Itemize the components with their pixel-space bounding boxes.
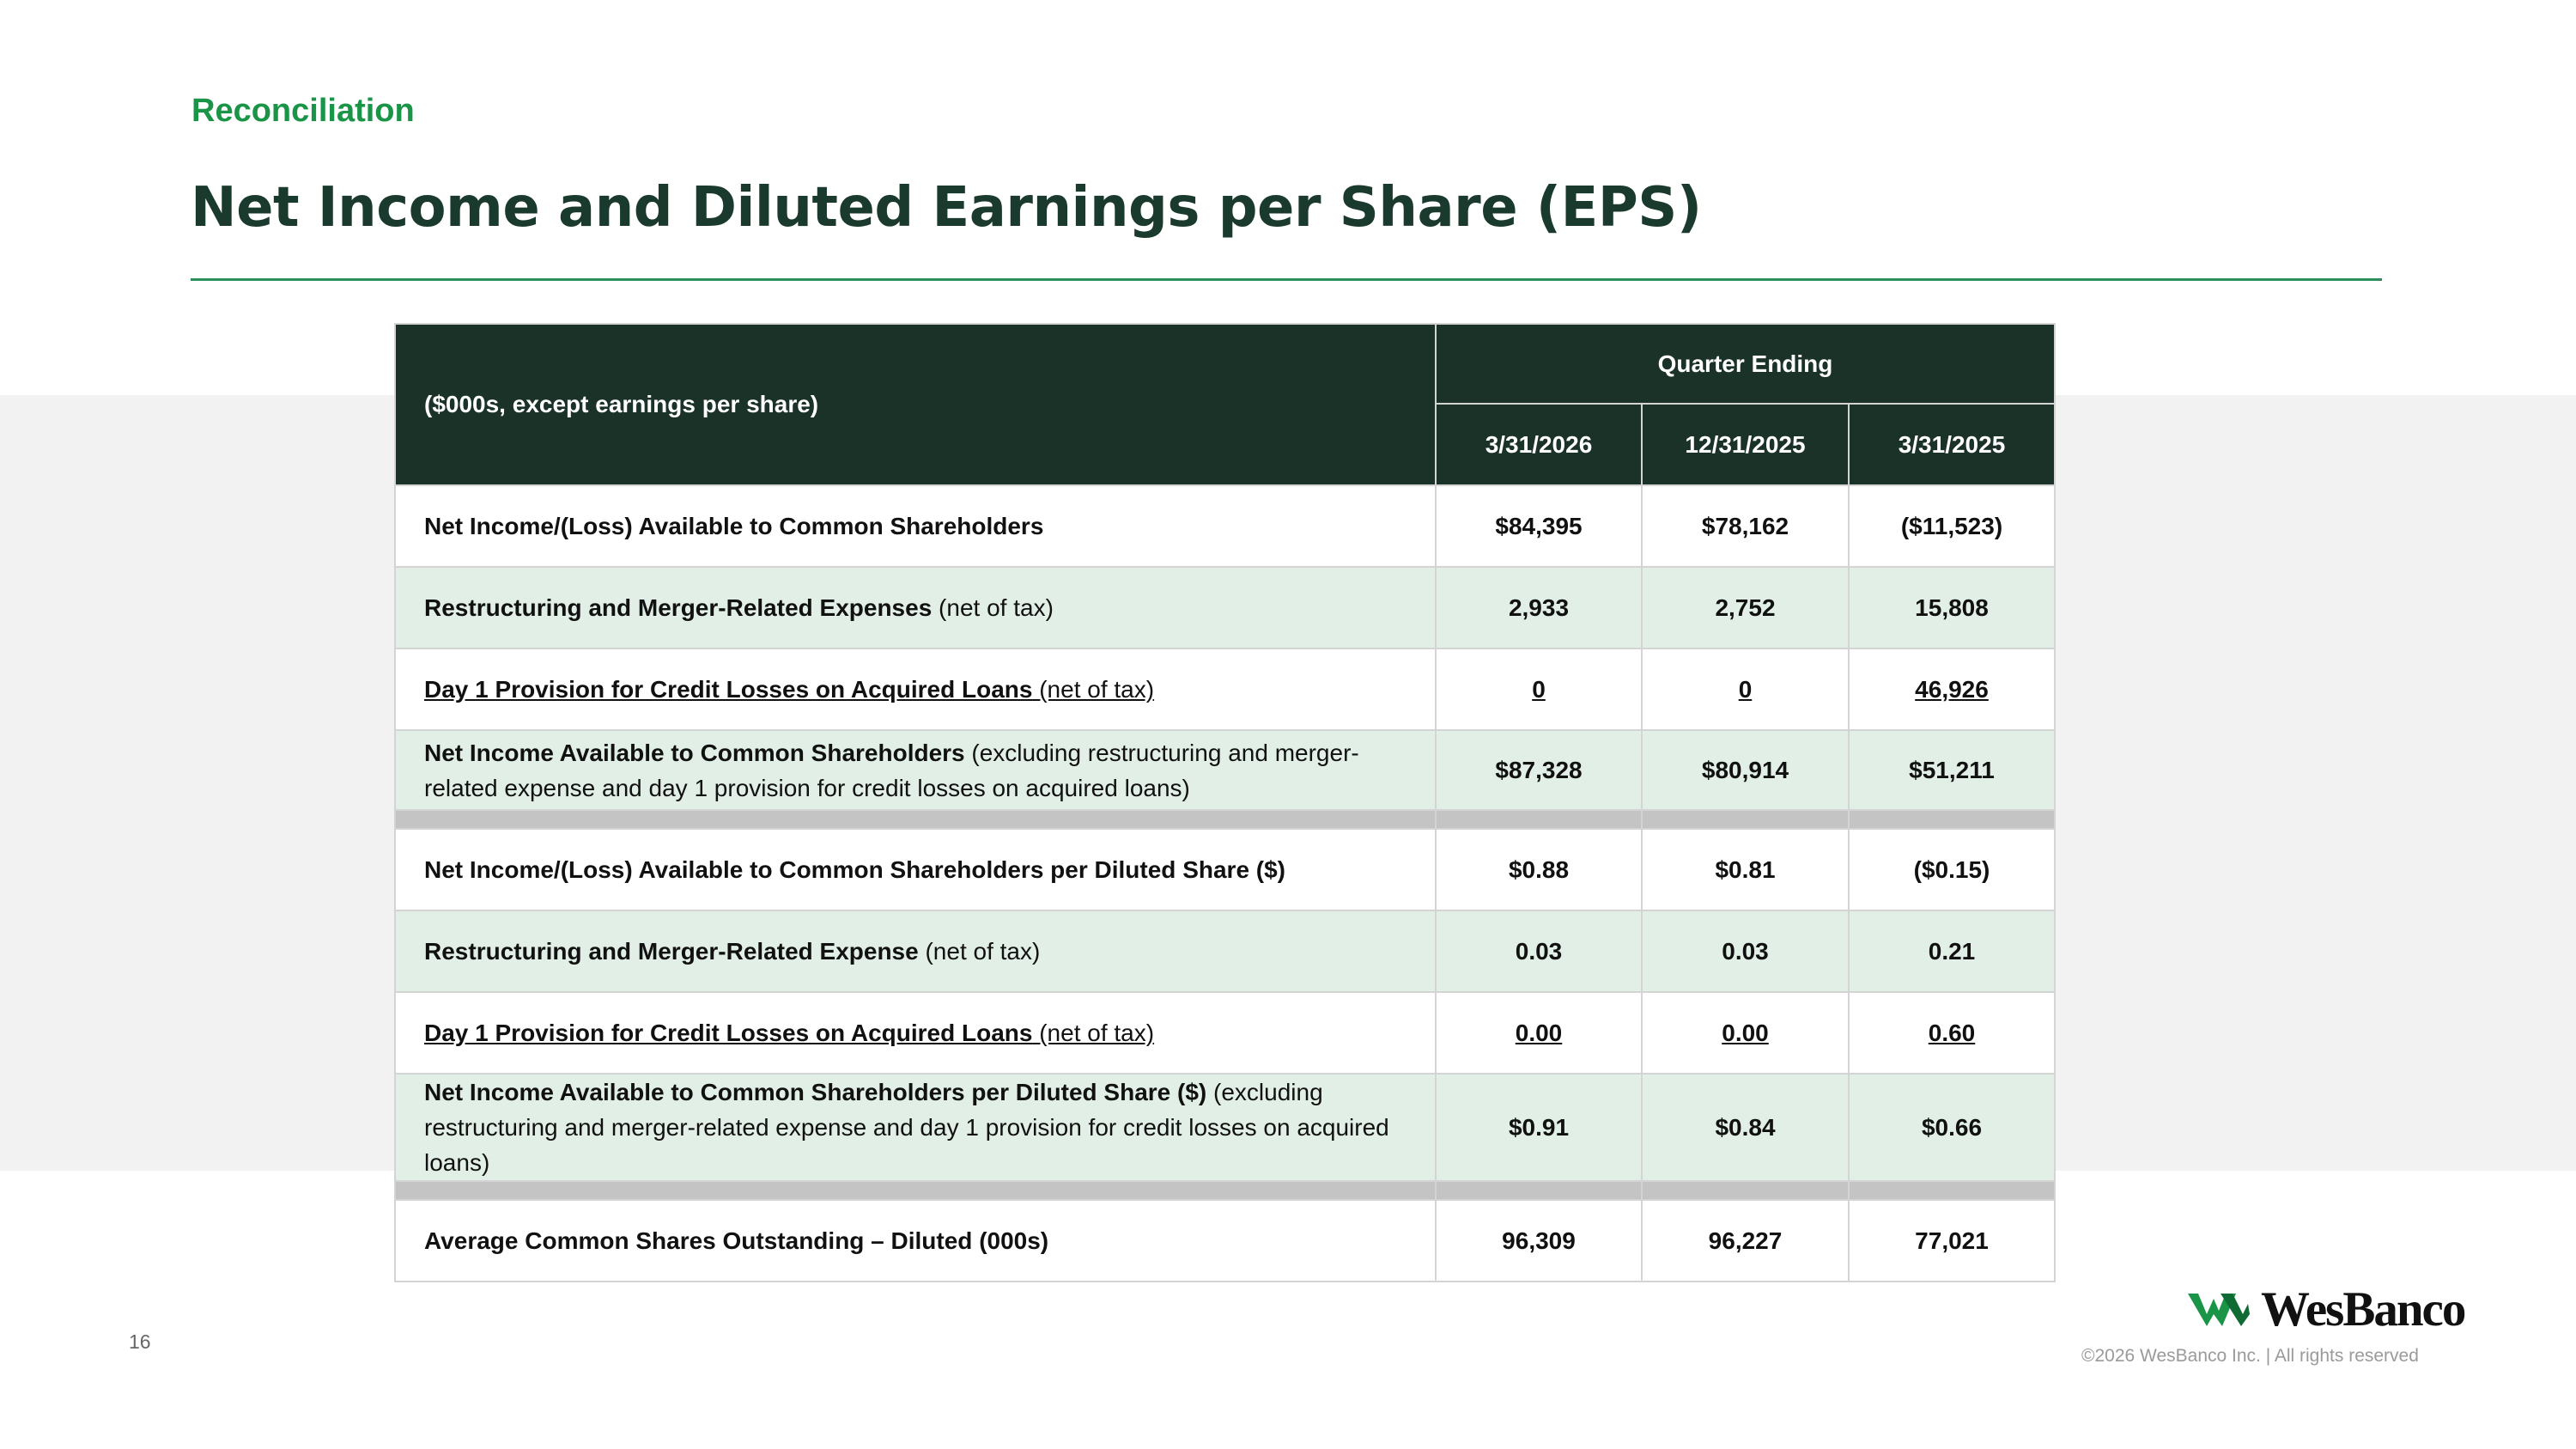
table-row xyxy=(395,485,2055,567)
cell-value: 15,808 xyxy=(1849,567,2055,648)
separator-row xyxy=(395,810,2055,829)
row-label-bold: Day 1 Provision for Credit Losses on Acquired Loans xyxy=(424,676,1033,703)
cell-value: 2,752 xyxy=(1642,567,1849,648)
reconciliation-table xyxy=(394,323,2056,1282)
table-row xyxy=(395,910,2055,992)
cell-value: 0.03 xyxy=(1642,910,1849,992)
row-label xyxy=(395,730,1436,810)
cell-value: 0.21 xyxy=(1849,910,2055,992)
cell-value: $0.66 xyxy=(1849,1074,2055,1181)
cell-value: 0.03 xyxy=(1436,910,1642,992)
row-label-underlined xyxy=(424,676,1154,703)
cell-value xyxy=(1849,992,2055,1074)
cell-value: 96,227 xyxy=(1642,1200,1849,1282)
cell-value: $78,162 xyxy=(1642,485,1849,567)
row-label-note: (net of tax) xyxy=(932,594,1054,621)
row-label-note: (excluding restructuring and merger-related expense and day 1 provision for credit losses on acquired loans) xyxy=(424,739,1359,801)
cell-value-text: 0.00 xyxy=(1515,1019,1563,1046)
cell-value xyxy=(1642,648,1849,730)
table-row xyxy=(395,567,2055,648)
row-label-bold: Restructuring and Merger-Related Expenses xyxy=(424,594,933,621)
cell-value: $0.88 xyxy=(1436,829,1642,910)
cell-value xyxy=(1849,648,2055,730)
cell-value-text: 0 xyxy=(1738,675,1753,703)
row-label xyxy=(395,648,1436,730)
row-label-note: (net of tax) xyxy=(1032,676,1155,703)
row-label xyxy=(395,1074,1436,1181)
row-label-bold: Average Common Shares Outstanding – Diluted (000s) xyxy=(424,1227,1049,1254)
row-label-note: (excluding restructuring and merger-related expense and day 1 provision for credit losses on acquired loans) xyxy=(424,1079,1389,1176)
row-label-note: (net of tax) xyxy=(1032,1020,1155,1046)
wesbanco-logo-mark-icon xyxy=(2188,1288,2250,1330)
cell-value: $0.81 xyxy=(1642,829,1849,910)
cell-value-text: 0 xyxy=(1532,675,1546,703)
cell-value xyxy=(1642,992,1849,1074)
row-label xyxy=(395,485,1436,567)
row-label xyxy=(395,992,1436,1074)
table-row xyxy=(395,1200,2055,1282)
units-label: ($000s, except earnings per share) xyxy=(395,324,1436,485)
period-header: 3/31/2026 xyxy=(1436,404,1642,485)
row-label xyxy=(395,829,1436,910)
row-label xyxy=(395,1200,1436,1282)
table-row xyxy=(395,1074,2055,1181)
table-row xyxy=(395,730,2055,810)
copyright-text: ©2026 WesBanco Inc. | All rights reserved xyxy=(2081,1346,2419,1366)
wesbanco-logo xyxy=(2188,1282,2470,1336)
row-label xyxy=(395,910,1436,992)
row-label-bold: Net Income Available to Common Shareholders xyxy=(424,739,965,766)
row-label-bold: Day 1 Provision for Credit Losses on Acquired Loans xyxy=(424,1020,1033,1046)
cell-value xyxy=(1436,992,1642,1074)
table-header-row xyxy=(395,324,2055,404)
row-label-bold: Net Income/(Loss) Available to Common Shareholders per Diluted Share ($) xyxy=(424,856,1286,883)
row-label-bold: Net Income Available to Common Shareholders per Diluted Share ($) xyxy=(424,1079,1207,1105)
cell-value: 77,021 xyxy=(1849,1200,2055,1282)
cell-value: $84,395 xyxy=(1436,485,1642,567)
title-divider xyxy=(191,278,2382,281)
cell-value: $80,914 xyxy=(1642,730,1849,810)
cell-value-text: 0.60 xyxy=(1928,1019,1976,1046)
period-header: 12/31/2025 xyxy=(1642,404,1849,485)
cell-value: $87,328 xyxy=(1436,730,1642,810)
table-row xyxy=(395,992,2055,1074)
page-number: 16 xyxy=(129,1330,151,1353)
cell-value-text: 0.00 xyxy=(1722,1019,1769,1046)
row-label-note: (net of tax) xyxy=(918,938,1041,965)
row-label xyxy=(395,567,1436,648)
cell-value: ($11,523) xyxy=(1849,485,2055,567)
cell-value-text: 46,926 xyxy=(1915,675,1989,703)
row-label-bold: Restructuring and Merger-Related Expense xyxy=(424,938,919,965)
row-label-underlined xyxy=(424,1020,1154,1046)
cell-value: $0.91 xyxy=(1436,1074,1642,1181)
cell-value xyxy=(1436,648,1642,730)
table-row xyxy=(395,829,2055,910)
cell-value: $51,211 xyxy=(1849,730,2055,810)
separator-row xyxy=(395,1181,2055,1200)
cell-value: $0.84 xyxy=(1642,1074,1849,1181)
logo-wordmark: WesBanco xyxy=(2261,1282,2465,1336)
quarter-ending-header: Quarter Ending xyxy=(1436,324,2055,404)
row-label-bold: Net Income/(Loss) Available to Common Shareholders xyxy=(424,513,1044,539)
table-row xyxy=(395,648,2055,730)
cell-value: ($0.15) xyxy=(1849,829,2055,910)
period-header: 3/31/2025 xyxy=(1849,404,2055,485)
cell-value: 2,933 xyxy=(1436,567,1642,648)
page-title: Net Income and Diluted Earnings per Share (EPS) xyxy=(191,176,1702,240)
cell-value: 96,309 xyxy=(1436,1200,1642,1282)
section-eyebrow: Reconciliation xyxy=(191,93,415,129)
